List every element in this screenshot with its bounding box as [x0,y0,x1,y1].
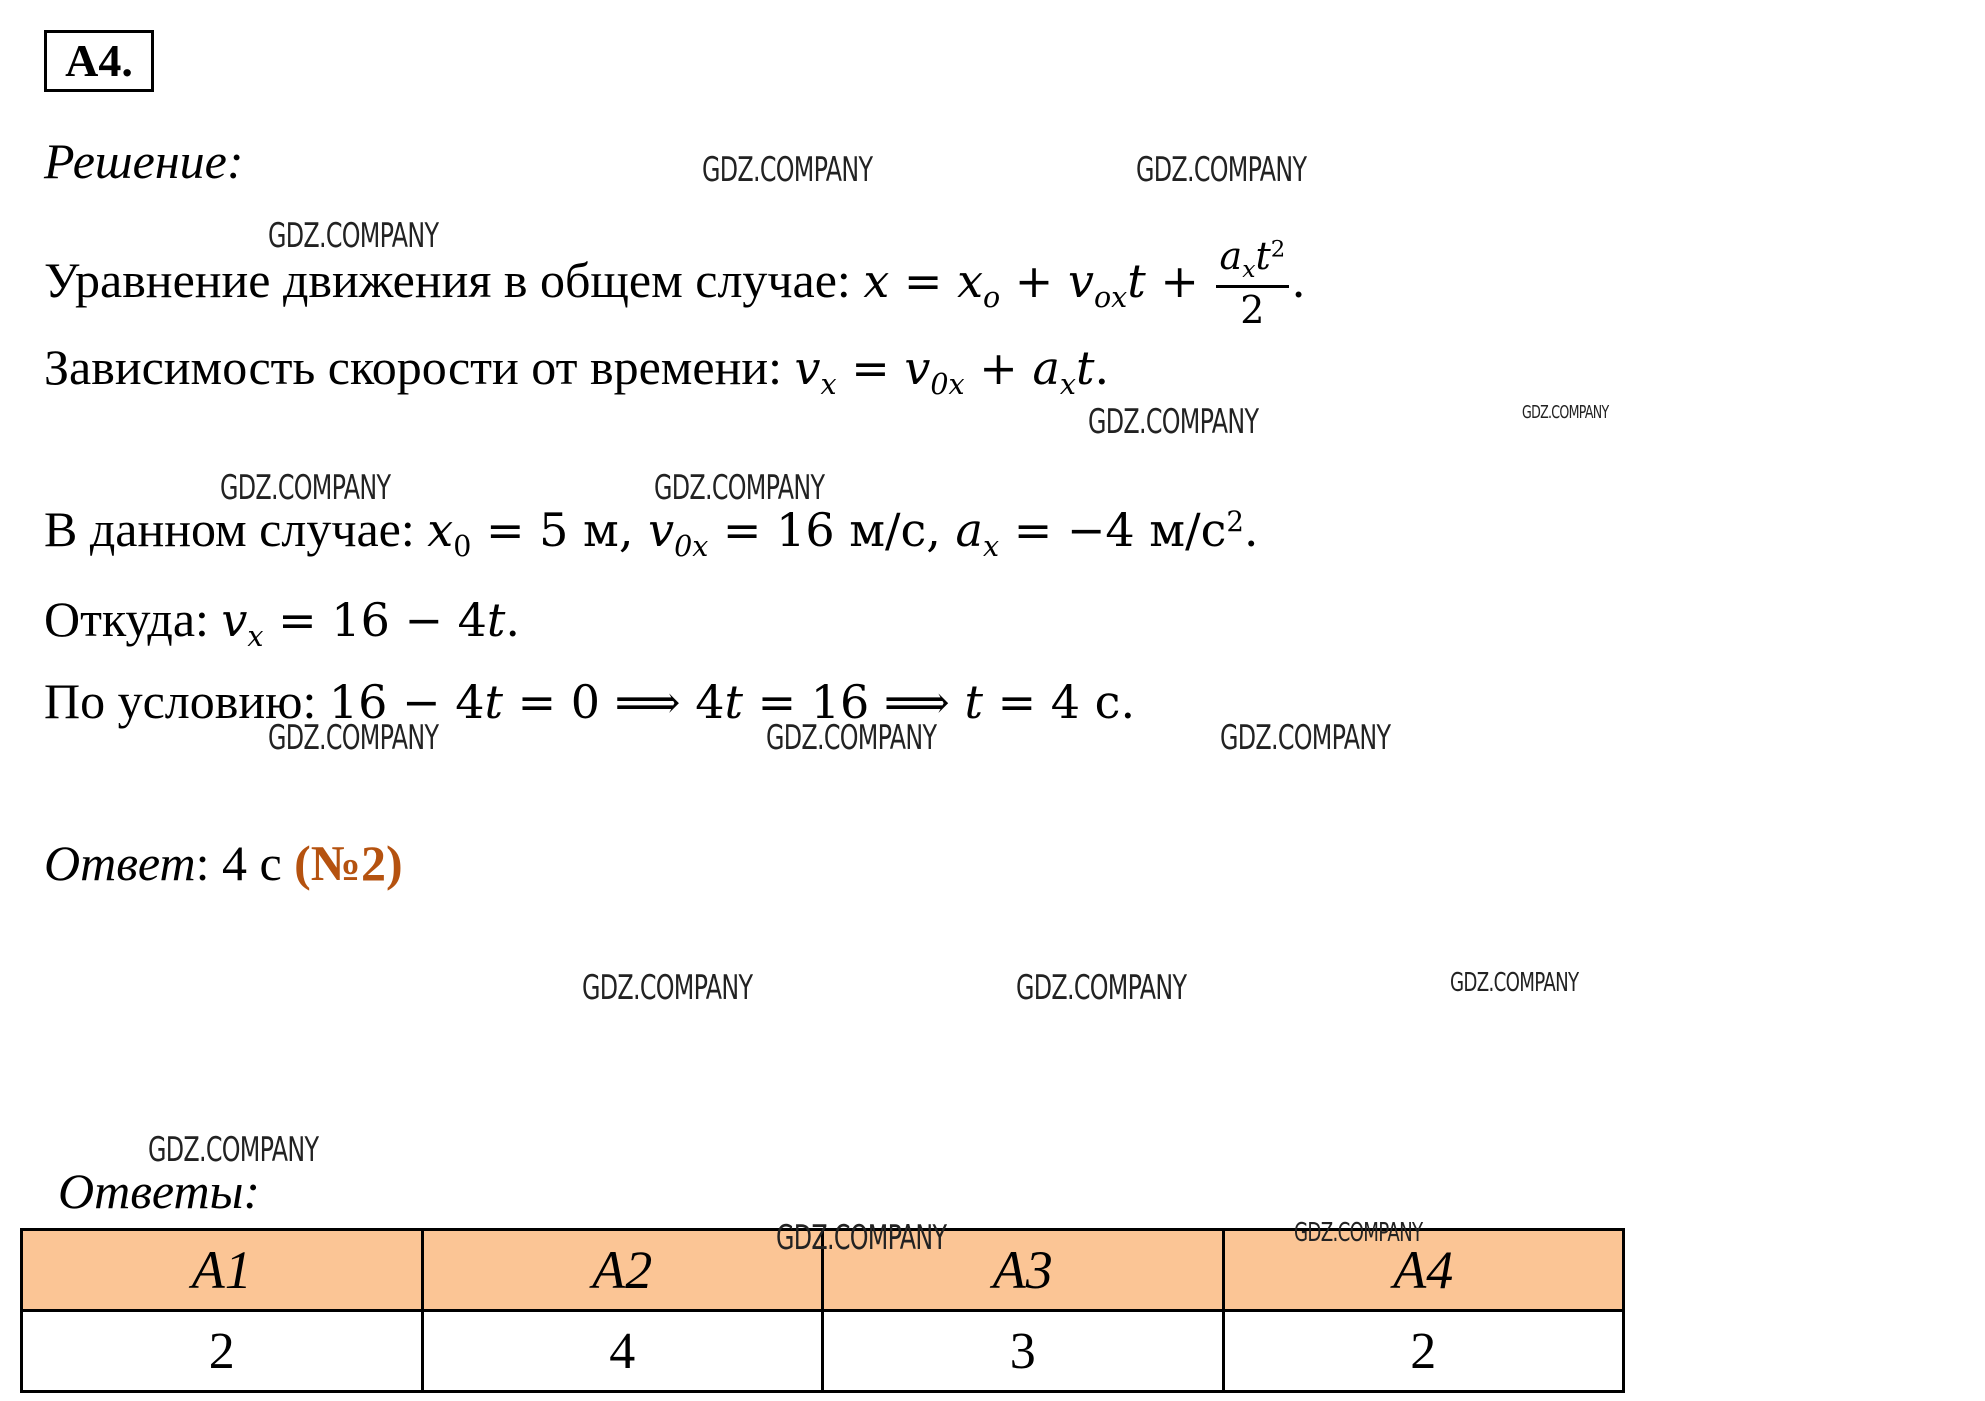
watermark: GDZ.COMPANY [654,468,825,508]
answers-value-row [22,1311,1624,1392]
answer-value: : 4 с [195,835,295,891]
hence-line: Откуда: $v_x = 16 - 4t$. [44,591,521,653]
watermark: GDZ.COMPANY [1016,968,1187,1008]
watermark: GDZ.COMPANY [268,216,439,256]
answers-header-a1: A1 [22,1230,423,1311]
watermark: GDZ.COMPANY [268,718,439,758]
given-values-formula: $x_0 = 5$ м, $v_{0x} = 16$ м/с, $a_x = -4$ $м/с^2$. [427,503,1259,563]
answers-value-a1: 2 [22,1311,423,1392]
condition-line: По условию: 16 − 4t = 0 ⟹ 4t = 16 ⟹ t = 4 с. [44,673,1136,729]
fraction: $\frac{a_xt^2}{2}$ [1216,236,1290,334]
watermark: GDZ.COMPANY [220,468,391,508]
answers-header-a3: A3 [823,1230,1224,1311]
watermark: GDZ.COMPANY [582,968,753,1008]
task-label: A4. [44,30,154,92]
answer-line [44,834,403,892]
answers-title: Ответы: [58,1163,261,1219]
equation-of-motion-line [44,236,1306,334]
answers-value-a2: 4 [422,1311,823,1392]
watermark: GDZ.COMPANY [1294,1218,1423,1248]
given-values-line: В данном случае: $x_0 = 5$ м, $v_{0x} = 16$ м/с, $a_x = -4$ $м/с^2$. [44,501,1259,563]
watermark: GDZ.COMPANY [148,1130,319,1170]
velocity-formula: $v_x = v_{0x} + a_xt$. [794,341,1110,401]
answers-value-a3: 3 [823,1311,1224,1392]
watermark: GDZ.COMPANY [1450,968,1579,998]
velocity-dependence-line: Зависимость скорости от времени: $v_x = v_{0x} + a_xt$. [44,339,1110,401]
hence-formula: $v_x = 16 - 4t$. [221,593,521,653]
answer-reference: (№2) [294,835,403,891]
watermark: GDZ.COMPANY [1220,718,1391,758]
watermark: GDZ.COMPANY [766,718,937,758]
equation-of-motion-text: Уравнение движения в общем случае: [44,251,864,308]
watermark: GDZ.COMPANY [1088,402,1259,442]
answers-header-a2: A2 [422,1230,823,1311]
answer-label: Ответ [44,835,196,891]
equation-of-motion-formula: $x = x_o + v_{ox}t$ + $\frac{a_xt^2}{2}$ . [863,234,1306,333]
solution-heading: Решение: [44,133,244,189]
answers-header-a4: A4 [1223,1230,1624,1311]
watermark: GDZ.COMPANY [776,1218,947,1258]
watermark: GDZ.COMPANY [702,150,873,190]
answers-value-a4: 2 [1223,1311,1624,1392]
watermark: GDZ.COMPANY [1136,150,1307,190]
watermark: GDZ.COMPANY [1522,402,1609,423]
condition-formula: 16 − 4t = 0 ⟹ 4t = 16 ⟹ t = 4 с. [328,675,1136,729]
